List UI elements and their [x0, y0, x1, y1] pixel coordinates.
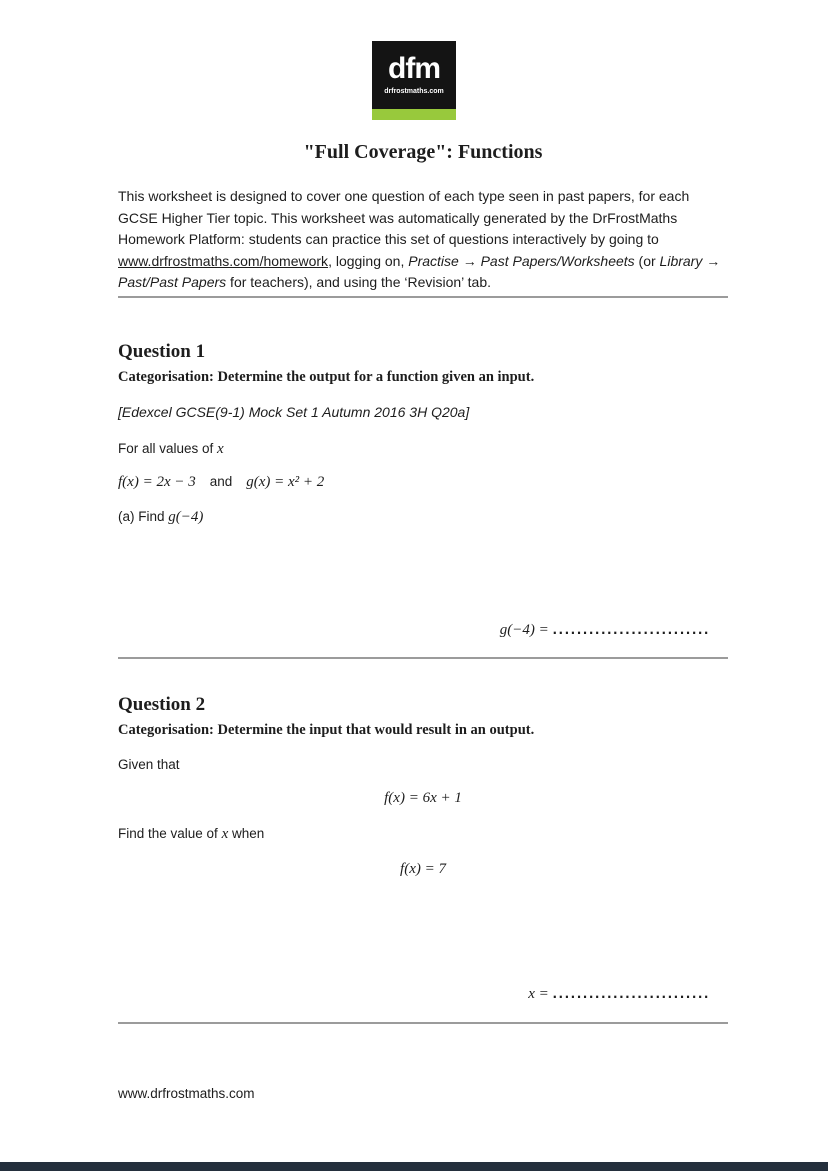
divider	[118, 1022, 728, 1024]
menu-path-past-papers: Past Papers/Worksheets	[480, 252, 635, 269]
menu-path-practise: Practise	[408, 252, 459, 269]
math-variable-x: x	[221, 826, 229, 842]
question-1-answer-line	[118, 621, 728, 639]
intro-paragraph	[118, 186, 728, 294]
page-title: "Full Coverage": Functions	[303, 141, 543, 163]
answer-label: g(−4) =	[499, 622, 553, 638]
connector-text: and	[209, 474, 233, 489]
question-1-part-a	[118, 509, 728, 526]
arrow-text: →	[458, 252, 481, 269]
intro-text: This worksheet is designed to cover one question of each type seen in past papers, for each GCSE Higher Tier topic. This worksheet was automatically generated by the DrFrostMaths Homework Platform: students can practice this set of questions interactively by going to	[118, 188, 690, 248]
question-2-heading: Question 2	[118, 694, 206, 715]
question-2-categorisation: Categorisation: Determine the input that would result in an output.	[118, 722, 535, 738]
answer-label: x =	[528, 986, 553, 1002]
answer-blank: ..........................	[552, 623, 710, 637]
math-g-minus-4: g(−4)	[168, 509, 204, 525]
math-f-equals-7: f(x) = 7	[400, 861, 446, 877]
divider	[118, 657, 728, 659]
question-2-find-text	[118, 826, 728, 843]
question-1-categorisation: Categorisation: Determine the output for a function given an input.	[118, 369, 535, 385]
footer-url: www.drfrostmaths.com	[118, 1086, 255, 1101]
dfm-logo-box	[372, 41, 456, 109]
find-text: Find the value of	[118, 826, 222, 841]
question-1-function-definitions	[118, 473, 728, 491]
question-1-heading: Question 1	[118, 341, 206, 362]
math-g-definition: g(x) = x² + 2	[246, 474, 325, 490]
question-2-given-text: Given that	[118, 757, 180, 772]
math-variable-x: x	[217, 441, 224, 457]
arrow-text: →	[702, 252, 721, 269]
find-text-after: when	[228, 826, 265, 841]
part-a-text: (a) Find	[118, 509, 169, 524]
window-bottom-edge	[0, 1162, 828, 1171]
menu-path-library: Library	[659, 252, 703, 269]
math-f-equals-6x-plus-1: f(x) = 6x + 1	[384, 790, 462, 806]
answer-blank: ..........................	[552, 987, 710, 1001]
intro-text: (or	[634, 252, 660, 269]
logo-domain-text: drfrostmaths.com	[384, 88, 444, 95]
homework-link[interactable]: www.drfrostmaths.com/homework	[118, 252, 329, 269]
question-1-citation: [Edexcel GCSE(9-1) Mock Set 1 Autumn 2016 3H Q20a]	[118, 404, 470, 420]
question-1-statement	[118, 441, 728, 458]
divider	[118, 296, 728, 298]
logo-green-bar	[372, 109, 456, 120]
dfm-logo	[372, 41, 456, 120]
menu-path-past-past-papers: Past/Past Papers	[118, 274, 227, 291]
statement-text: For all values of	[118, 441, 218, 456]
question-2-equation-1	[118, 789, 728, 807]
question-2-equation-2	[118, 860, 728, 878]
logo-text: dfm	[388, 52, 440, 85]
intro-text: for teachers), and using the ‘Revision’ tab.	[226, 274, 492, 291]
math-f-definition: f(x) = 2x − 3	[118, 474, 196, 490]
question-2-answer-line	[118, 985, 728, 1003]
intro-text: , logging on,	[328, 252, 409, 269]
